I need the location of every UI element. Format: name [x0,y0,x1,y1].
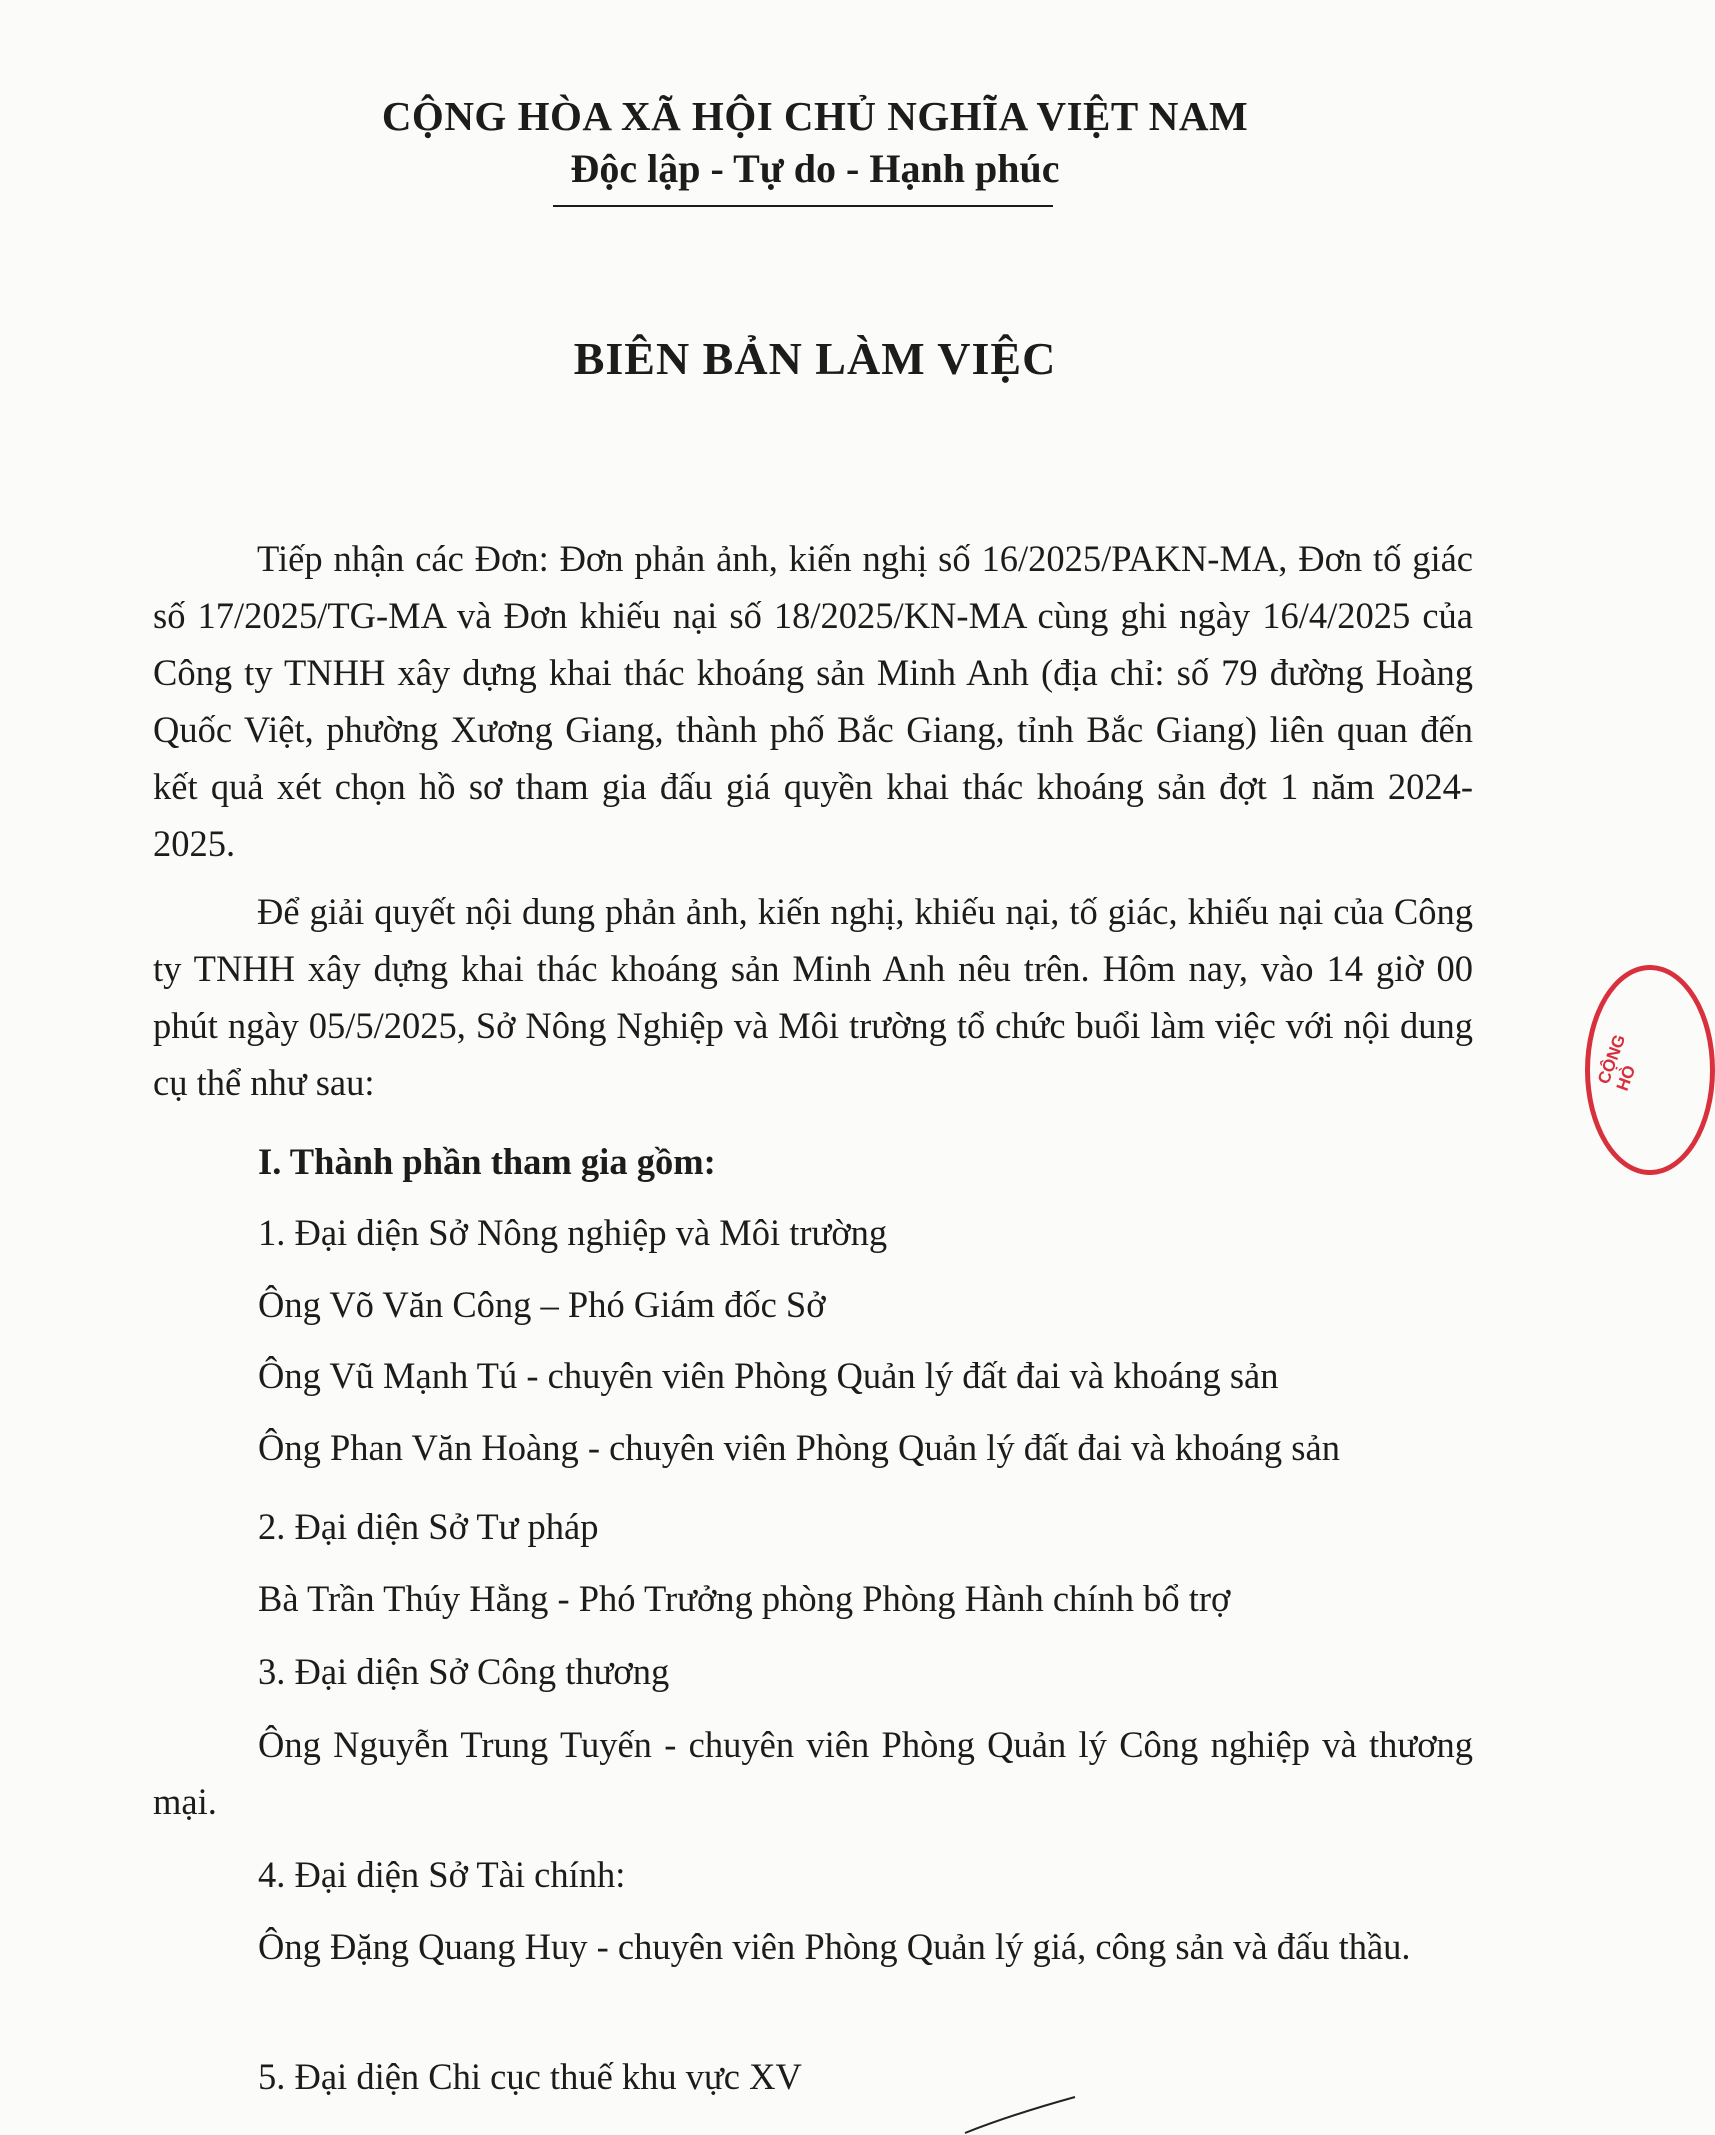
national-title: CỘNG HÒA XÃ HỘI CHỦ NGHĨA VIỆT NAM [381,93,1249,139]
group-4-title: 4. Đại diện Sở Tài chính: [258,1854,626,1895]
section-heading-participants: I. Thành phần tham gia gồm: [258,1141,716,1182]
seal-stamp-text: CỘNG HÒ [1594,1032,1640,1094]
group-2-title: 2. Đại diện Sở Tư pháp [258,1506,599,1547]
group-1-member: Ông Phan Văn Hoàng - chuyên viên Phòng Quản lý đất đai và khoáng sản [258,1427,1340,1468]
group-5-title: 5. Đại diện Chi cục thuế khu vực XV [258,2056,802,2097]
group-3-member: Ông Nguyễn Trung Tuyến - chuyên viên Phòng Quản lý Công nghiệp và thương mại. [153,1724,1473,1822]
national-motto: Độc lập - Tự do - Hạnh phúc [570,146,1060,191]
pen-stroke-mark [960,2095,1080,2135]
group-3-title: 3. Đại diện Sở Công thương [258,1651,670,1692]
group-1-member: Ông Võ Văn Công – Phó Giám đốc Sở [258,1284,826,1325]
document-title: BIÊN BẢN LÀM VIỆC [573,333,1057,384]
group-1-member: Ông Vũ Mạnh Tú - chuyên viên Phòng Quản lý đất đai và khoáng sản [258,1355,1279,1396]
motto-underline [553,205,1053,207]
intro-paragraph: Tiếp nhận các Đơn: Đơn phản ảnh, kiến nghị số 16/2025/PAKN-MA, Đơn tố giác số 17/2025/TG-MA và Đơn khiếu nại số 18/2025/KN-MA cùng ghi ngày 16/4/2025 của Công ty TNHH xây dựng khai thác khoáng sản Minh Anh (địa chỉ: số 79 đường Hoàng Quốc Việt, phường Xương Giang, thành phố Bắc Giang, tỉnh Bắc Giang) liên quan đến kết quả xét chọn hồ sơ tham gia đấu giá quyền khai thác khoáng sản đợt 1 năm 2024-2025. [153,538,1473,864]
group-2-member: Bà Trần Thúy Hằng - Phó Trưởng phòng Phòng Hành chính bổ trợ [258,1578,1231,1619]
purpose-paragraph: Để giải quyết nội dung phản ảnh, kiến nghị, khiếu nại, tố giác, khiếu nại của Công ty TNHH xây dựng khai thác khoáng sản Minh Anh nêu trên. Hôm nay, vào 14 giờ 00 phút ngày 05/5/2025, Sở Nông Nghiệp và Môi trường tổ chức buổi làm việc với nội dung cụ thể như sau: [153,891,1473,1103]
group-4-member: Ông Đặng Quang Huy - chuyên viên Phòng Quản lý giá, công sản và đấu thầu. [258,1926,1411,1967]
group-1-title: 1. Đại diện Sở Nông nghiệp và Môi trường [258,1212,888,1253]
